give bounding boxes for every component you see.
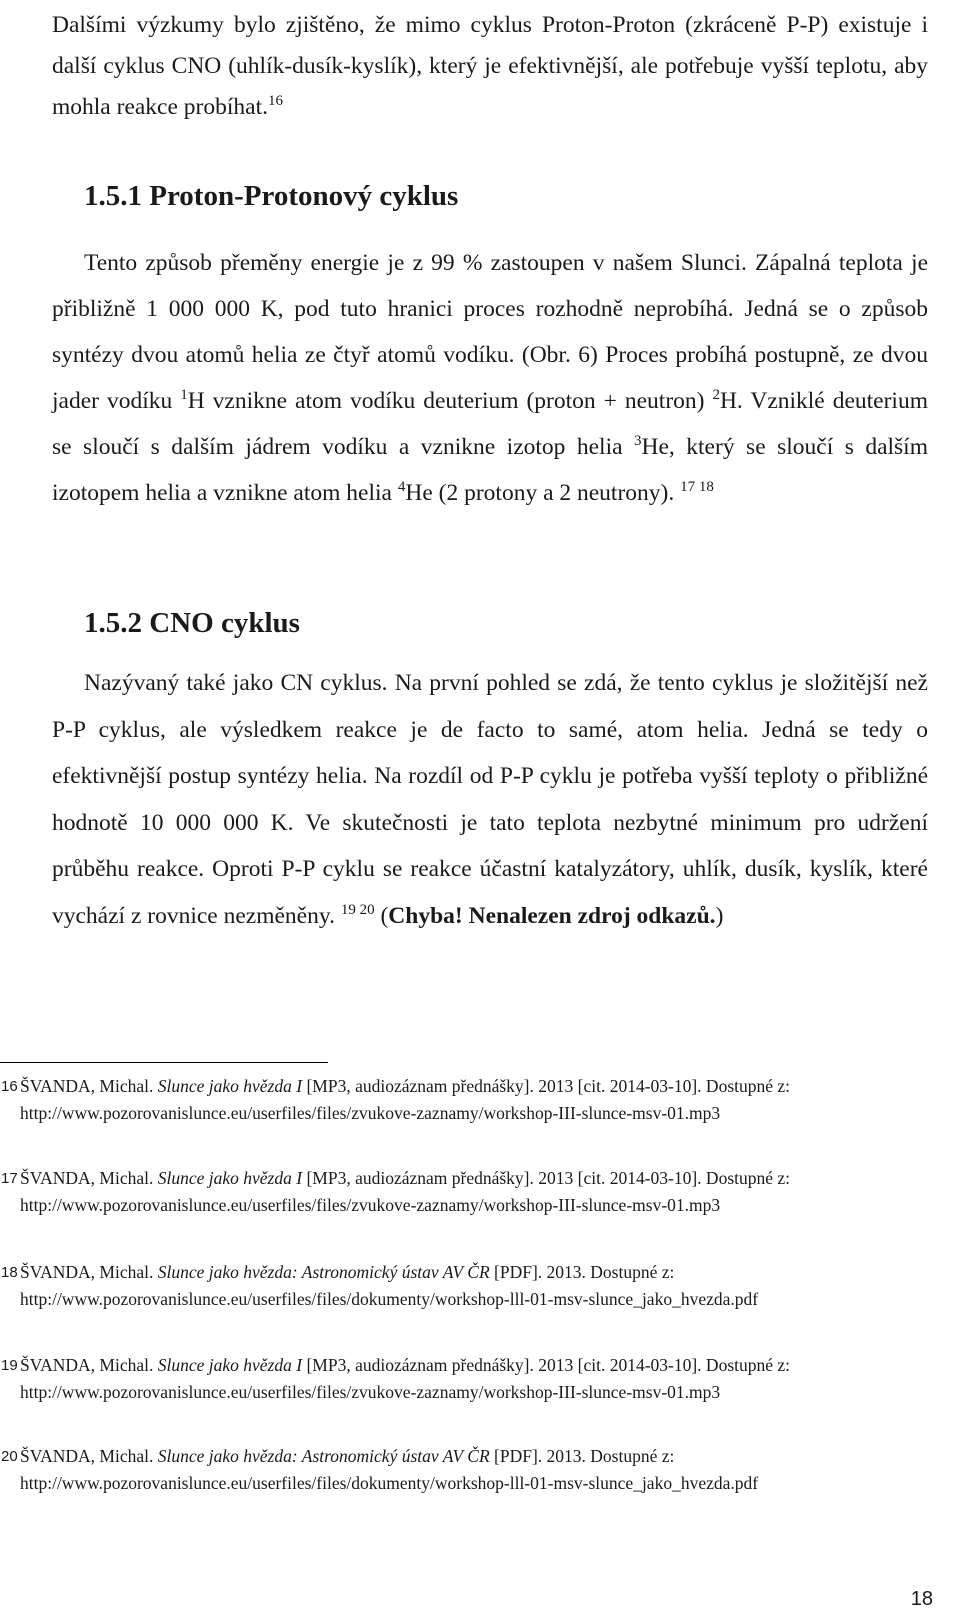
footnote-16: 16 ŠVANDA, Michal. Slunce jako hvězda I [MP3, audiozáznam přednášky]. 2013 [cit. 2014-03-10]. Dostupné z: http://www.pozorovanislunce.eu/userfiles/files/zvukove-zaznamy/workshop-III-slunce-msv-01.mp3 (20, 1073, 925, 1127)
footnote-number: 17 (1, 1170, 18, 1187)
footnote-number: 19 (1, 1357, 18, 1374)
footnote-17: 17 ŠVANDA, Michal. Slunce jako hvězda I [MP3, audiozáznam přednášky]. 2013 [cit. 2014-03-10]. Dostupné z: http://www.pozorovanislunce.eu/userfiles/files/zvukove-zaznamy/workshop-III-slunce-msv-01.mp3 (20, 1165, 925, 1219)
intro-paragraph: Dalšími výzkumy bylo zjištěno, že mimo cyklus Proton-Proton (zkráceně P-P) existuje i další cyklus CNO (uhlík-dusík-kyslík), který je efektivnější, ale potřebuje vyšší teplotu, aby mohla reakce probíhat.$^{16}$ (52, 12, 928, 120)
isotope-superscript: 2 (712, 387, 720, 403)
broken-reference-text: Chyba! Nenalezen zdroj odkazů. (388, 902, 716, 929)
isotope-superscript: 4 (397, 479, 406, 495)
cno-paragraph: Nazývaný také jako CN cyklus. Na první pohled se zdá, že tento cyklus je složitější než P-P cyklus, ale výsledkem reakce je de facto to samé, atom helia. Jedná se tedy o efektivnější postup syntézy helia. Na rozdíl od P-P cyklu je potřeba vyšší teploty o přibližné hodnotě 10 000 000 K. Ve skutečnosti je tato teplota nezbytné minimum pro udržení průběhu reakce. Oproti P-P cyklu se reakce účastní katalyzátory, uhlík, dusík, kyslík, které vychází z rovnice nezměněny. $^{19 20}$ (Chyba! Nenalezen zdroj odkazů.) (52, 670, 928, 929)
footnote-ref[interactable]: 19 20 (340, 901, 375, 918)
footnote-ref[interactable]: 17 18 (680, 479, 714, 495)
footnote-number: 18 (1, 1264, 18, 1281)
footnote-ref[interactable]: 16 (267, 93, 283, 109)
footnote-20: 20 ŠVANDA, Michal. Slunce jako hvězda: Astronomický ústav AV ČR [PDF]. 2013. Dostupné z: http://www.pozorovanislunce.eu/userfiles/files/dokumenty/workshop-lll-01-msv-slunce_jako_hvezda.pdf (20, 1443, 925, 1497)
proton-proton-paragraph: Tento způsob přeměny energie je z 99 % zastoupen v našem Slunci. Zápalná teplota je přibližně 1 000 000 K, pod tuto hranici proces rozhodně neprobíhá. Jedná se o způsob syntézy dvou atomů helia ze čtyř atomů vodíku. (Obr. 6) Proces probíhá postupně, ze dvou jader vodíku $^1$H vznikne atom vodíku deuterium (proton + neutron) $^2$H. Vzniklé deuterium se sloučí s dalším jádrem vodíku a vznikne izotop helia $^3$He, který se sloučí s dalším izotopem helia a vznikne atom helia $^4$He (2 protony a 2 neutrony). $^{17 18}$ (52, 250, 928, 506)
footnote-18: 18 ŠVANDA, Michal. Slunce jako hvězda: Astronomický ústav AV ČR [PDF]. 2013. Dostupné z: http://www.pozorovanislunce.eu/userfiles/files/dokumenty/workshop-lll-01-msv-slunce_jako_hvezda.pdf (20, 1259, 925, 1313)
footnote-number: 16 (1, 1078, 18, 1095)
isotope-superscript: 3 (634, 433, 642, 449)
section-heading-cno: 1.5.2 CNO cyklus (84, 607, 300, 639)
isotope-superscript: 1 (180, 387, 188, 403)
page-number: 18 (910, 1588, 933, 1610)
footnote-19: 19 ŠVANDA, Michal. Slunce jako hvězda I [MP3, audiozáznam přednášky]. 2013 [cit. 2014-03-10]. Dostupné z: http://www.pozorovanislunce.eu/userfiles/files/zvukove-zaznamy/workshop-III-slunce-msv-01.mp3 (20, 1352, 925, 1406)
section-heading-proton-proton: 1.5.1 Proton-Protonový cyklus (84, 180, 459, 212)
footnote-number: 20 (1, 1448, 18, 1465)
footnote-separator (0, 1062, 328, 1063)
